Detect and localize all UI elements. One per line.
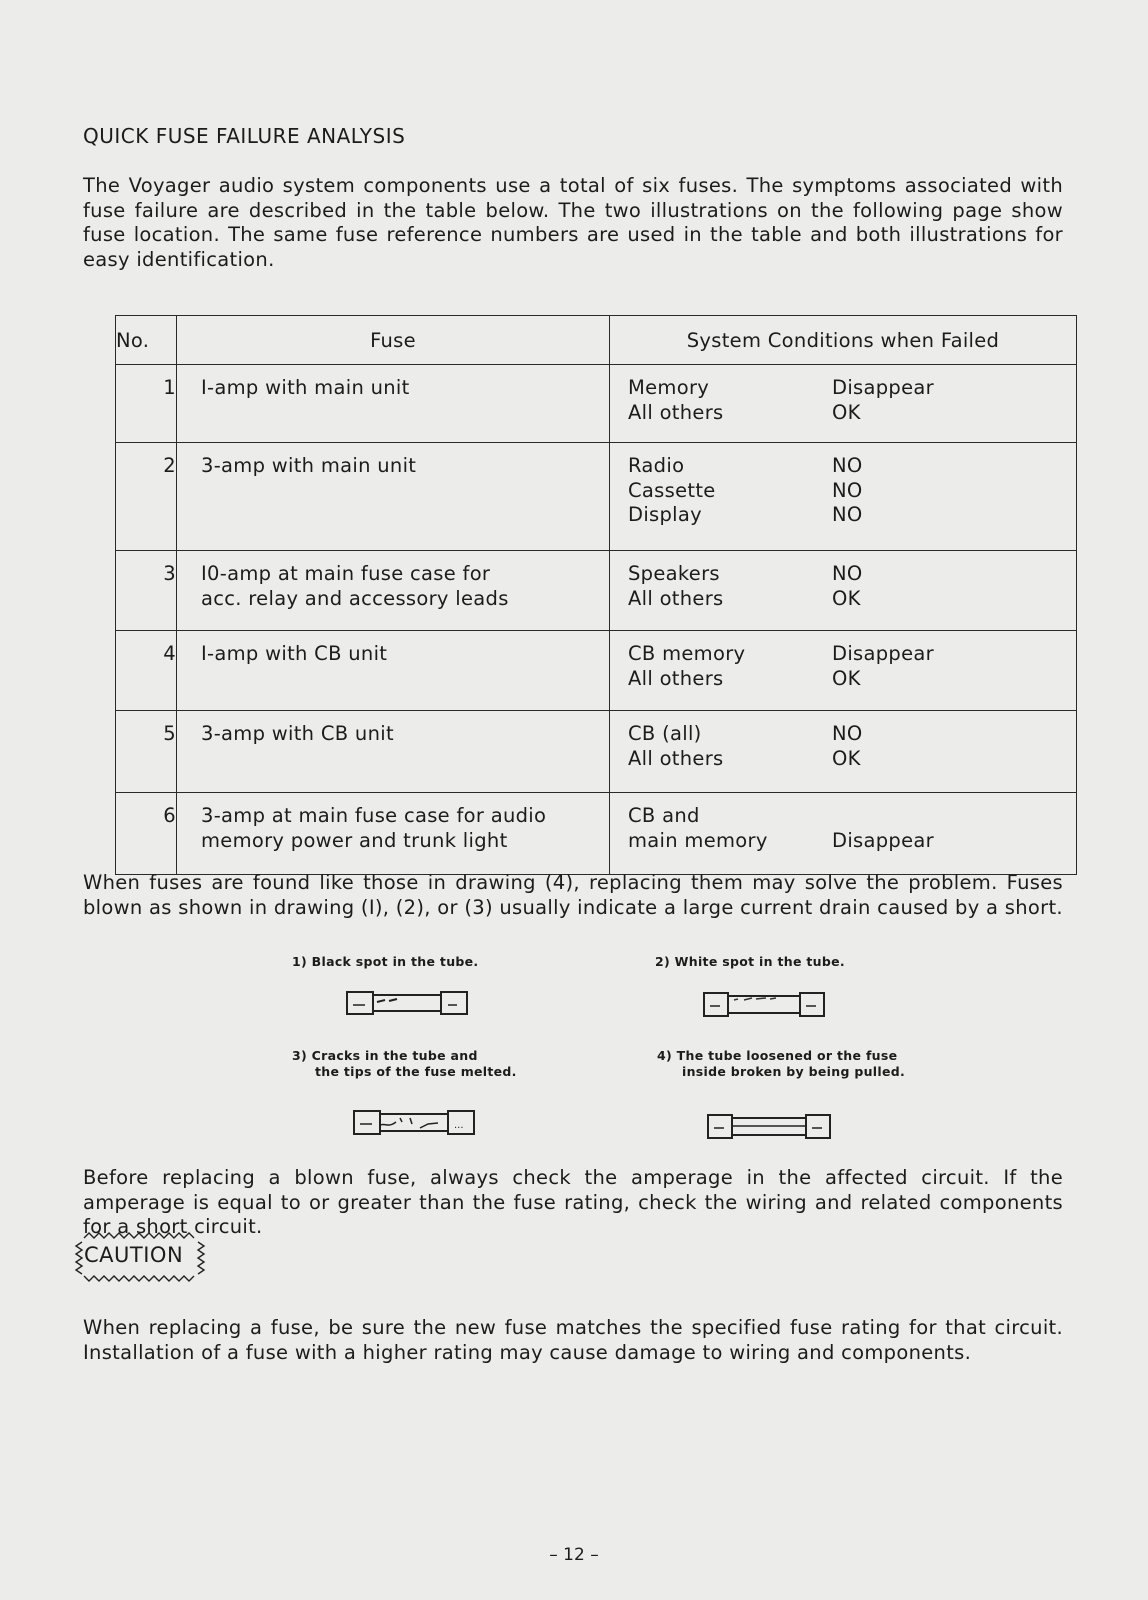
illustration-number: 1) [292,954,308,969]
header-conditions: System Conditions when Failed [610,316,1077,365]
condition-line [628,747,1076,772]
row-number: 5 [116,711,177,793]
table-row [116,631,1077,711]
caution-label: CAUTION [84,1243,184,1267]
fuse-white-spot-icon [702,988,832,1020]
svg-text:...: ... [454,1120,464,1131]
fuse-failure-table [115,315,1077,875]
fuse-cracked-icon [352,1106,480,1138]
fuse-description [177,631,610,711]
conditions-cell [610,443,1077,551]
condition-status: OK [832,666,861,690]
condition-system: Cassette [628,478,716,502]
fuse-description [177,711,610,793]
condition-status: OK [832,746,861,770]
condition-system: CB memory [628,642,746,665]
condition-line [628,587,1076,612]
fuse-description [177,365,610,443]
illustration-1-caption [292,954,478,970]
fuse-line: I-amp with CB unit [201,642,388,665]
condition-status: Disappear [832,376,934,399]
table-row [116,551,1077,631]
condition-line [628,454,1076,479]
row-number: 3 [116,551,177,631]
fuse-line: 3-amp with main unit [201,454,417,477]
before-replacing-paragraph: Before replacing a blown fuse, always check the amperage in the affected circuit. If the amperage is equal to or greater than the fuse rating, check the wiring and related components for a short circuit. [83,1166,1063,1238]
fuse-line: I-amp with main unit [201,376,410,399]
condition-line [628,376,1076,401]
condition-system: All others [628,400,724,424]
illustration-text: Cracks in the tube and [311,1048,478,1063]
section-heading: QUICK FUSE FAILURE ANALYSIS [83,124,406,148]
illustration-text: Black spot in the tube. [311,954,479,969]
fuse-description [177,443,610,551]
condition-status: NO [832,722,863,745]
table-row [116,365,1077,443]
condition-system: CB (all) [628,722,702,745]
row-number: 6 [116,793,177,875]
condition-line [628,642,1076,667]
table-row [116,711,1077,793]
row-number: 2 [116,443,177,551]
fuse-line: 3-amp with CB unit [201,722,394,745]
condition-system: All others [628,586,724,610]
illustration-number: 3) [292,1048,308,1063]
condition-system: main memory [628,828,768,852]
illustration-number: 2) [655,954,671,969]
condition-line [628,401,1076,426]
condition-system: CB and [628,804,700,827]
condition-line [628,829,1076,854]
row-number: 1 [116,365,177,443]
condition-system: Display [628,503,702,526]
illustration-text: White spot in the tube. [674,954,845,969]
fuse-description [177,793,610,875]
condition-line [628,479,1076,504]
table-header-row [116,316,1077,365]
fuse-description [177,551,610,631]
fuse-line: acc. relay and accessory leads [201,586,509,610]
after-table-paragraph: When fuses are found like those in drawing (4), replacing them may solve the problem. Fuses blown as shown in drawing (I), (2), or (3) usually indicate a large current drain caused by a short. [83,871,1063,919]
illustration-text: The tube loosened or the fuse [676,1048,898,1063]
condition-status: NO [832,562,863,585]
row-number: 4 [116,631,177,711]
condition-system: All others [628,746,724,770]
intro-paragraph: The Voyager audio system components use a total of six fuses. The symptoms associated with fuse failure are described in the table below. The two illustrations on the following page show fuse location. The same fuse reference numbers are used in the table and both illustrations for easy identification. [83,174,1063,271]
illustration-4-caption [657,1048,905,1080]
condition-status: Disappear [832,828,934,852]
condition-status: NO [832,503,863,526]
header-fuse: Fuse [177,316,610,365]
condition-status: OK [832,586,861,610]
table-row [116,793,1077,875]
table-row [116,443,1077,551]
fuse-line: I0-amp at main fuse case for [201,562,491,585]
conditions-cell [610,711,1077,793]
conditions-cell [610,793,1077,875]
condition-system: Memory [628,376,710,399]
page-number: – 12 – [549,1545,599,1565]
illustration-3-caption [292,1048,517,1080]
illustration-text-2: the tips of the fuse melted. [315,1064,517,1079]
conditions-cell [610,631,1077,711]
condition-line [628,503,1076,528]
condition-line [628,667,1076,692]
conditions-cell [610,551,1077,631]
fuse-line: 3-amp at main fuse case for audio [201,804,547,827]
condition-line [628,562,1076,587]
header-no: No. [116,316,177,365]
condition-line [628,804,1076,829]
conditions-cell [610,365,1077,443]
condition-system: All others [628,666,724,690]
condition-status: OK [832,400,861,424]
illustration-number: 4) [657,1048,673,1063]
condition-system: Radio [628,454,685,477]
condition-status: NO [832,454,863,477]
condition-status: Disappear [832,642,934,665]
caution-paragraph: When replacing a fuse, be sure the new fuse matches the specified fuse rating for that circuit. Installation of a fuse with a higher rating may cause damage to wiring and components. [83,1316,1063,1364]
condition-line [628,722,1076,747]
illustration-2-caption [655,954,845,970]
fuse-pulled-icon [706,1110,836,1142]
condition-system: Speakers [628,562,720,585]
illustration-text-2: inside broken by being pulled. [682,1064,906,1079]
condition-status: NO [832,478,863,502]
fuse-black-spot-icon [345,988,475,1018]
fuse-line: memory power and trunk light [201,828,508,852]
